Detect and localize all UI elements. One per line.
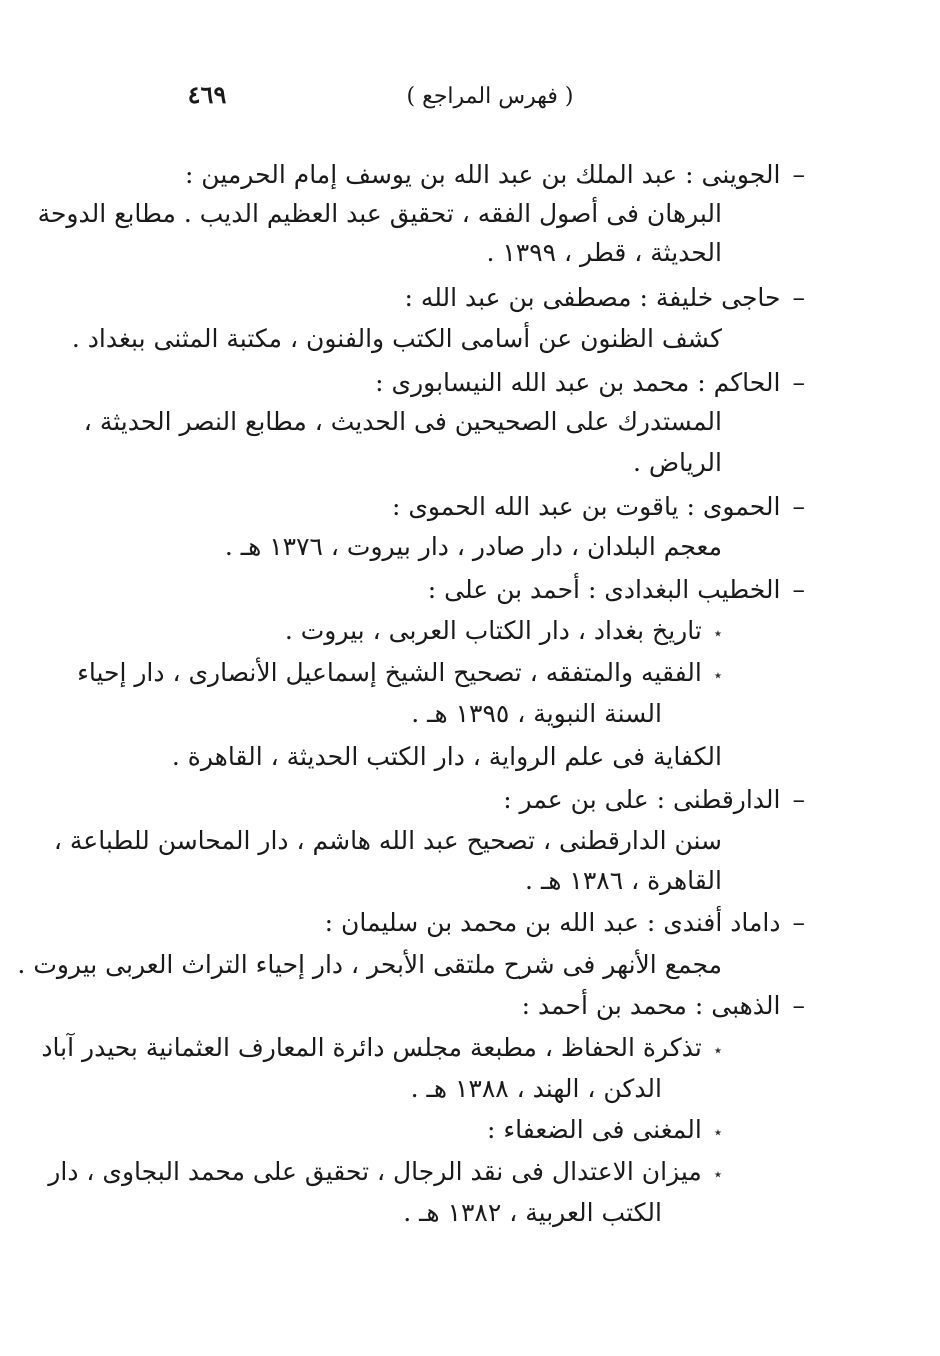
entry-text: مجمع الأنهر فى شرح ملتقى الأبحر ، دار إحياء التراث العربى بيروت . [17, 950, 722, 979]
entry-author: –الحموى : ياقوت بن عبد الله الحموى : [392, 490, 805, 524]
entry-author: –الخطيب البغدادى : أحمد بن على : [428, 573, 805, 607]
dash-marker: – [792, 785, 805, 814]
entry-author: –الدارقطنى : على بن عمر : [503, 783, 805, 817]
dash-marker: – [792, 492, 805, 521]
dash-marker: – [792, 160, 805, 189]
entry-author: –حاجى خليفة : مصطفى بن عبد الله : [404, 281, 805, 315]
bullet-marker: ٭ [713, 623, 722, 642]
bullet-marker: ٭ [713, 1040, 722, 1059]
entry-text: سنن الدارقطنى ، تصحيح عبد الله هاشم ، دار المحاسن للطباعة ، [53, 826, 722, 855]
entry-text: الحديثة ، قطر ، ١٣٩٩ . [486, 238, 722, 267]
page-title: ( فهرس المراجع ) [406, 84, 574, 109]
entry-text: كشف الظنون عن أسامى الكتب والفنون ، مكتبة المثنى ببغداد . [71, 324, 722, 353]
entry-text: القاهرة ، ١٣٨٦ هـ . [525, 866, 722, 895]
entry-text: ٭تذكرة الحفاظ ، مطبعة مجلس دائرة المعارف العثمانية بحيدر آباد [135, 1031, 722, 1067]
entry-author: –داماد أفندى : عبد الله بن محمد بن سليمان : [325, 906, 805, 940]
dash-marker: – [792, 283, 805, 312]
entry-author: –الذهبى : محمد بن أحمد : [522, 989, 805, 1023]
dash-marker: – [792, 908, 805, 937]
dash-marker: – [792, 991, 805, 1020]
entry-author: –الجوينى : عبد الملك بن عبد الله بن يوسف إمام الحرمين : [185, 158, 805, 192]
entry-text: معجم البلدان ، دار صادر ، دار بيروت ، ١٣٧٦ هـ . [224, 532, 722, 561]
bullet-marker: ٭ [713, 1122, 722, 1141]
entry-author: –الحاكم : محمد بن عبد الله النيسابورى : [375, 366, 805, 400]
entry-text: الدكن ، الهند ، ١٣٨٨ هـ . [410, 1074, 662, 1103]
bullet-marker: ٭ [713, 1164, 722, 1183]
entry-text: ٭ميزان الاعتدال فى نقد الرجال ، تحقيق على محمد البجاوى ، دار [135, 1155, 722, 1191]
dash-marker: – [792, 368, 805, 397]
entry-text: المستدرك على الصحيحين فى الحديث ، مطابع النصر الحديثة ، [83, 407, 722, 436]
entry-text: ٭المغنى فى الضعفاء : [487, 1113, 722, 1149]
entry-text: ٭الفقيه والمتفقه ، تصحيح الشيخ إسماعيل الأنصارى ، دار إحياء [135, 656, 722, 692]
bullet-marker: ٭ [713, 665, 722, 684]
entry-text: الرياض . [632, 448, 722, 477]
dash-marker: – [792, 575, 805, 604]
entry-text: الكفاية فى علم الرواية ، دار الكتب الحديثة ، القاهرة . [171, 742, 722, 771]
entry-text: الكتب العربية ، ١٣٨٢ هـ . [403, 1198, 662, 1227]
entry-text: السنة النبوية ، ١٣٩٥ هـ . [411, 699, 662, 728]
page-number: ٤٦٩ [187, 80, 227, 109]
entry-text: البرهان فى أصول الفقه ، تحقيق عبد العظيم الديب . مطابع الدوحة [37, 199, 722, 228]
entry-text: ٭تاريخ بغداد ، دار الكتاب العربى ، بيروت . [285, 614, 722, 650]
